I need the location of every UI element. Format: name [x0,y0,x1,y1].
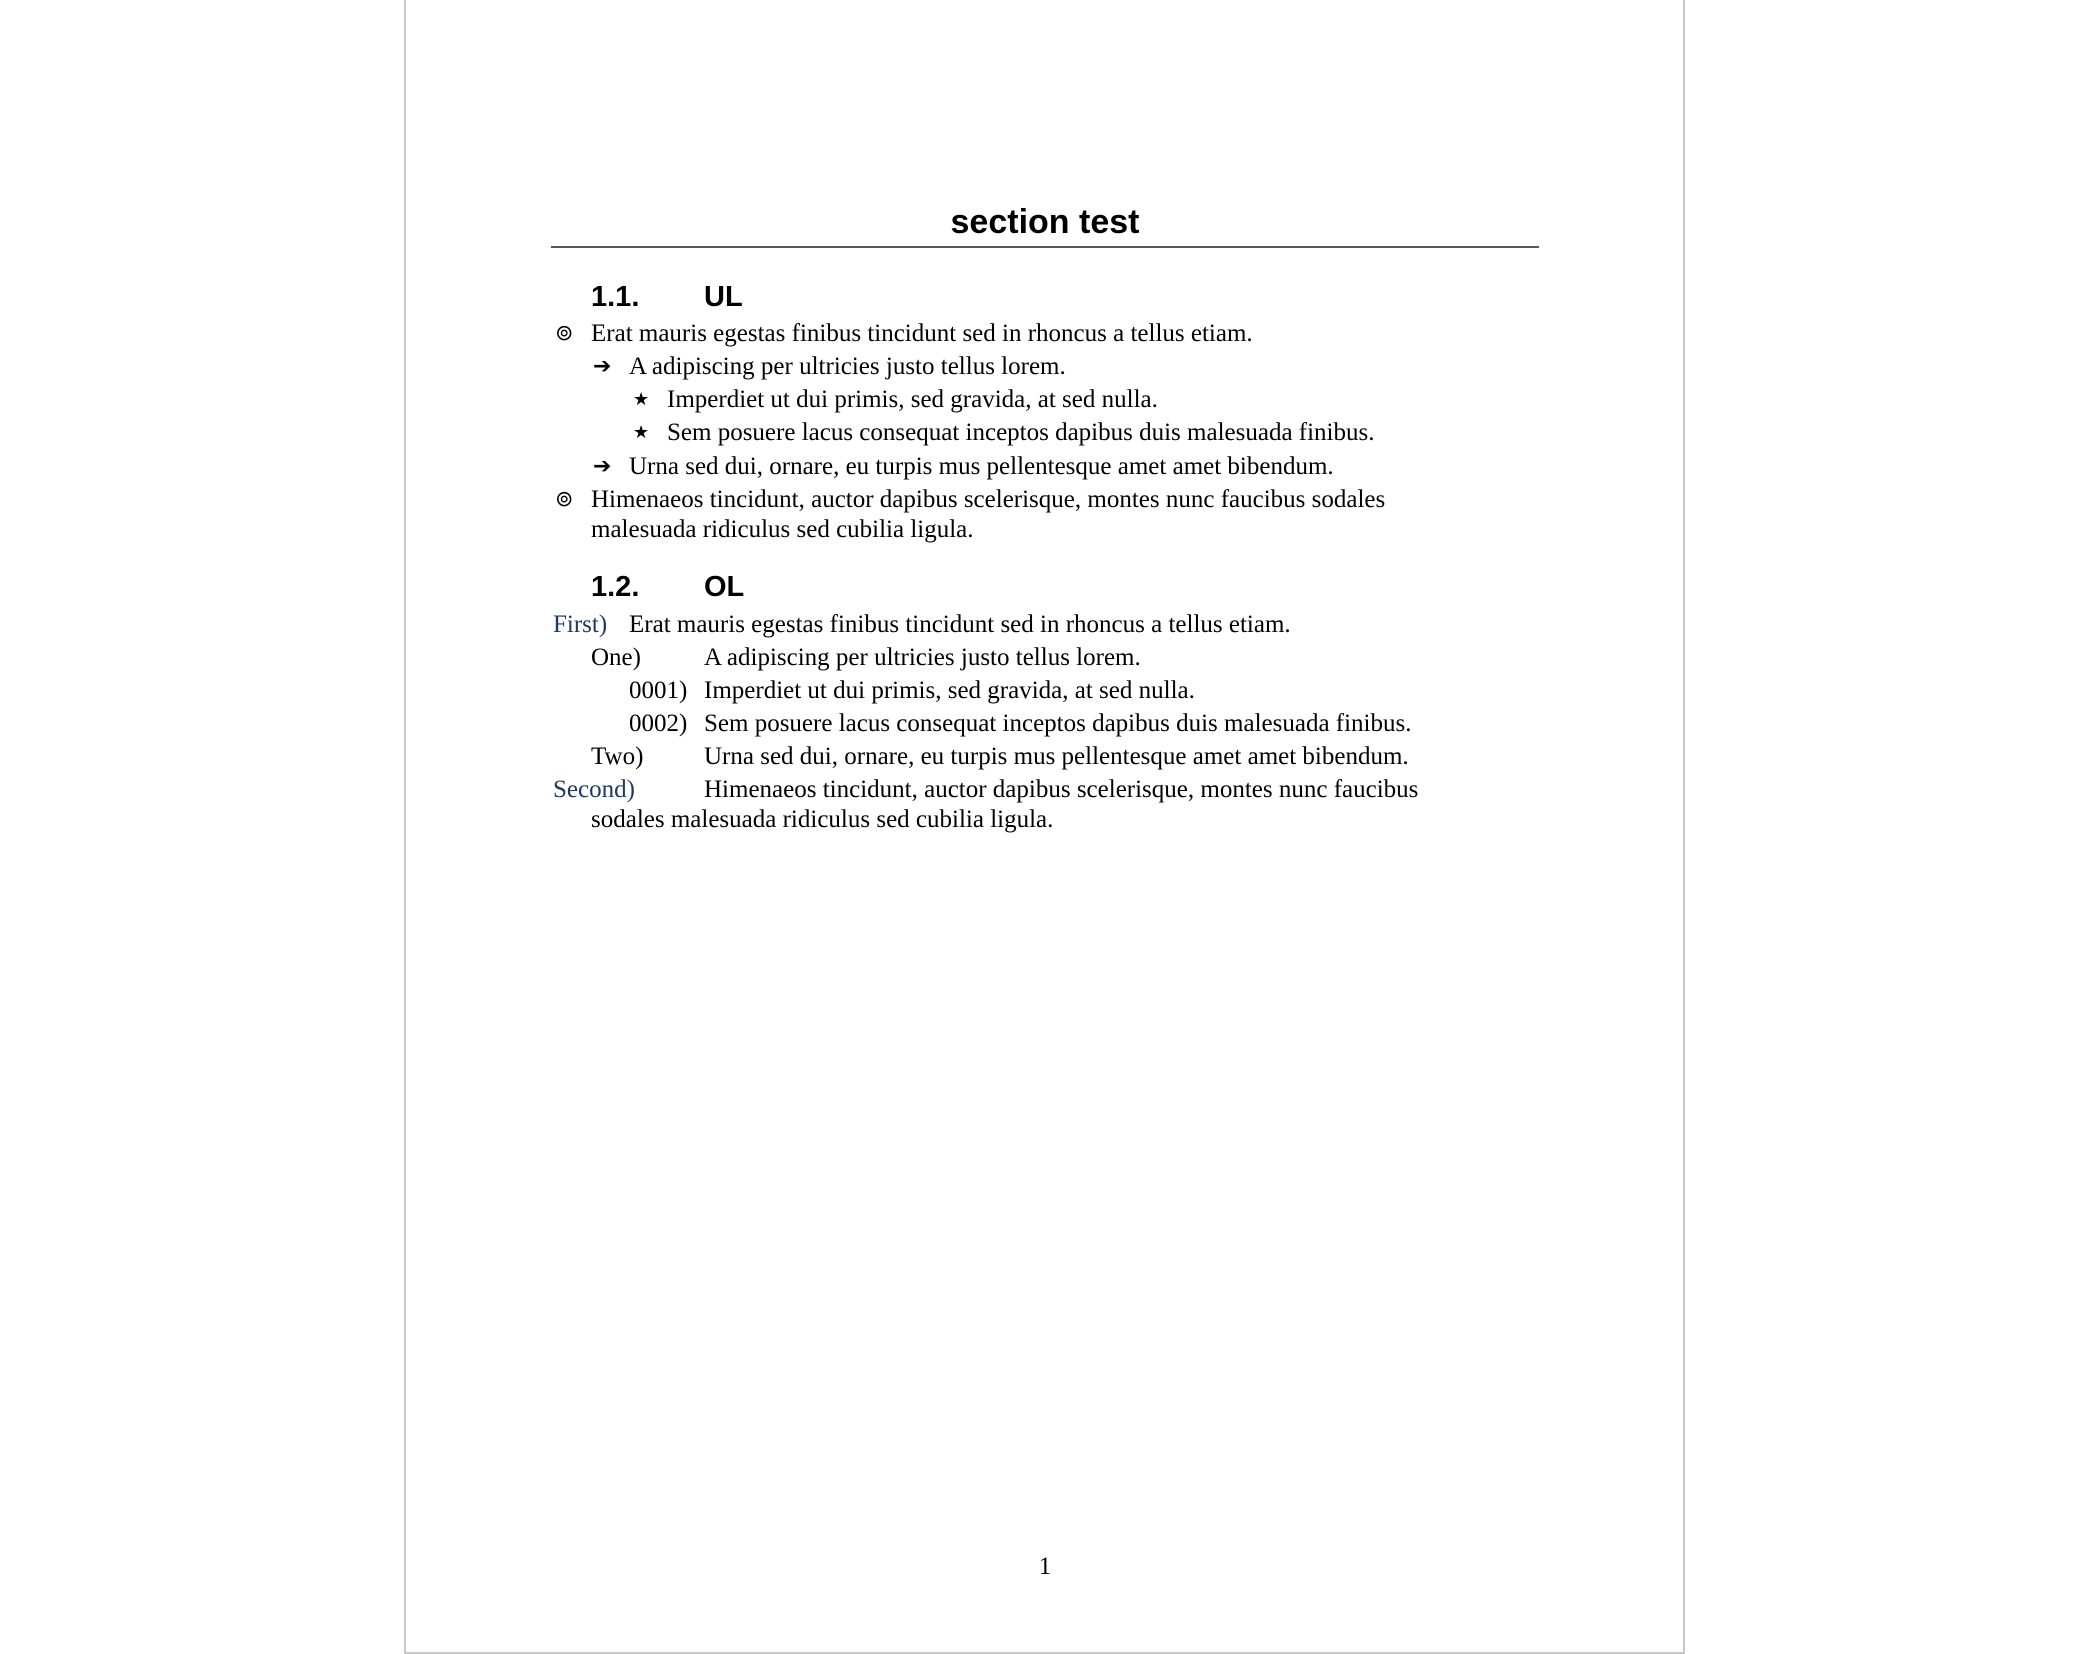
list-marker: One) [591,644,641,671]
list-item: Erat mauris egestas finibus tincidunt sed in rhoncus a tellus etiam. [591,320,1253,347]
list-item: Erat mauris egestas finibus tincidunt sed in rhoncus a tellus etiam. [629,611,1291,638]
list-item: Himenaeos tincidunt, auctor dapibus scelerisque, montes nunc faucibus sodales [591,486,1386,513]
document-title: section test [551,198,1539,248]
section-number: 1.2. [591,571,640,603]
section-number: 1.1. [591,281,640,313]
list-item: Sem posuere lacus consequat inceptos dapibus duis malesuada finibus. [704,710,1412,737]
list-marker: Second) [553,776,635,803]
list-item-continuation: malesuada ridiculus sed cubilia ligula. [591,516,974,543]
bullseye-bullet-icon: ⊚ [555,487,574,512]
list-item: Imperdiet ut dui primis, sed gravida, at sed nulla. [704,677,1195,704]
star-bullet-icon: ★ [633,422,650,443]
list-marker: 0002) [629,710,688,737]
list-item: Himenaeos tincidunt, auctor dapibus scelerisque, montes nunc faucibus [704,776,1419,803]
list-item: Imperdiet ut dui primis, sed gravida, at sed nulla. [667,386,1158,413]
list-item: A adipiscing per ultricies justo tellus lorem. [629,353,1066,380]
star-bullet-icon: ★ [633,389,650,410]
list-item-continuation: sodales malesuada ridiculus sed cubilia ligula. [591,806,1054,833]
list-marker: Two) [591,743,644,770]
list-item: Urna sed dui, ornare, eu turpis mus pellentesque amet amet bibendum. [704,743,1409,770]
bullseye-bullet-icon: ⊚ [555,321,574,346]
section-title: UL [704,281,743,313]
list-item: Sem posuere lacus consequat inceptos dapibus duis malesuada finibus. [667,419,1375,446]
list-marker: 0001) [629,677,688,704]
list-item: Urna sed dui, ornare, eu turpis mus pellentesque amet amet bibendum. [629,453,1334,480]
section-title: OL [704,571,745,603]
arrow-bullet-icon: ➔ [593,354,612,379]
list-marker: First) [553,611,608,638]
list-item: A adipiscing per ultricies justo tellus lorem. [704,644,1141,671]
page-number: 1 [1038,1553,1052,1580]
arrow-bullet-icon: ➔ [593,454,612,479]
